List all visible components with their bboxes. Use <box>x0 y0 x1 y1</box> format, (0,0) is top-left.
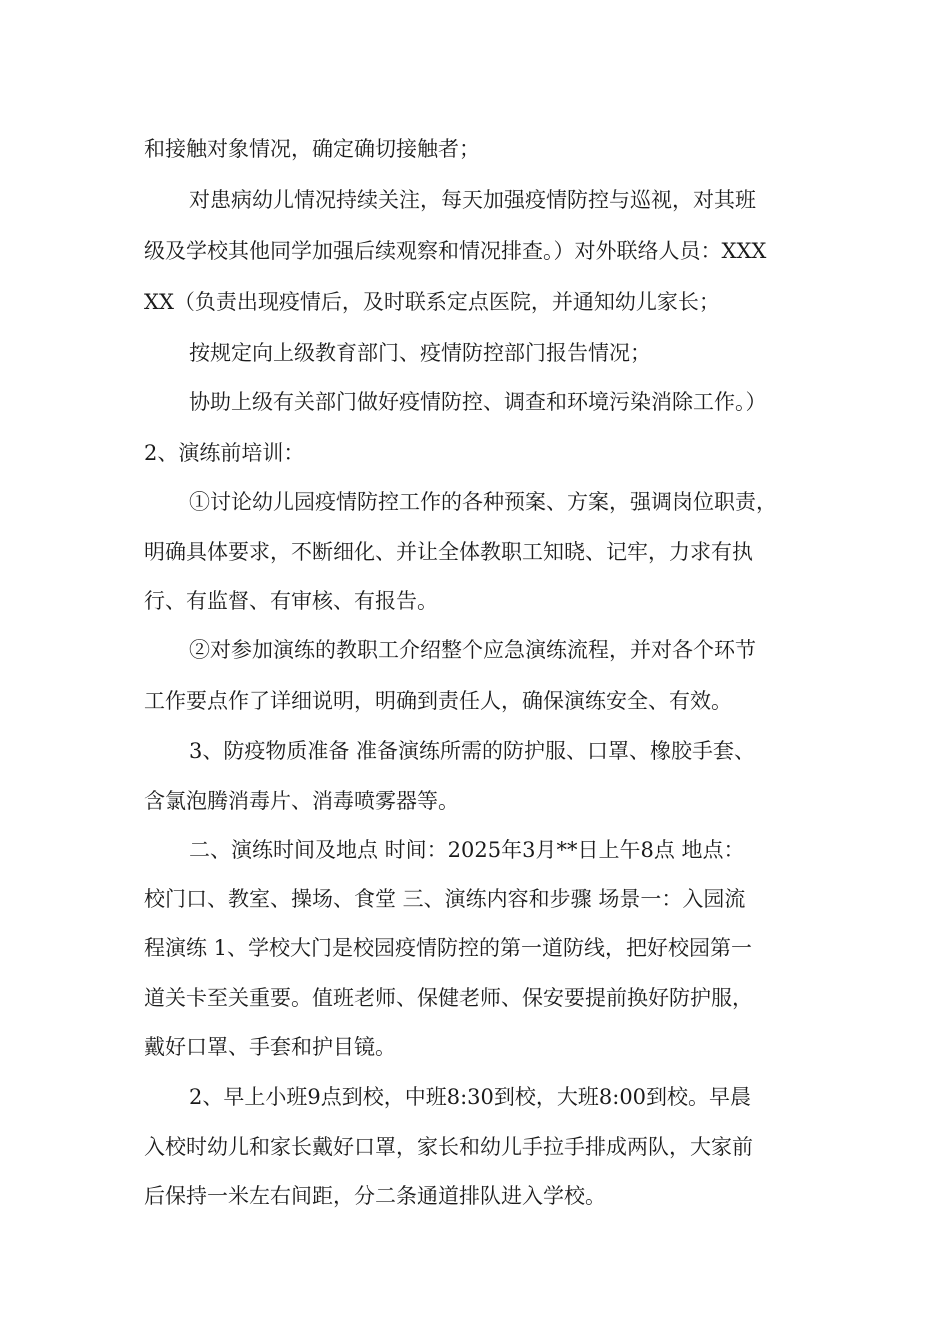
text-line: 按规定向上级教育部门、疫情防控部门报告情况； <box>189 341 651 365</box>
text-line: 对患病幼儿情况持续关注，每天加强疫情防控与巡视，对其班 <box>189 188 756 212</box>
text-line: 协助上级有关部门做好疫情防控、调查和环境污染消除工作。） <box>189 390 767 414</box>
text-line: 后保持一米左右间距，分二条通道排队进入学校。 <box>144 1184 606 1208</box>
text-line: ①讨论幼儿园疫情防控工作的各种预案、方案，强调岗位职责， <box>189 490 777 514</box>
text-line: 校门口、教室、操场、食堂 三、演练内容和步骤 场景一：入园流 <box>144 887 746 911</box>
text-line: 和接触对象情况，确定确切接触者； <box>144 137 480 161</box>
text-line: 行、有监督、有审核、有报告。 <box>144 589 438 613</box>
text-line: 含氯泡腾消毒片、消毒喷雾器等。 <box>144 789 459 813</box>
text-line: 入校时幼儿和家长戴好口罩，家长和幼儿手拉手排成两队，大家前 <box>144 1135 753 1159</box>
text-line: XX（负责出现疫情后，及时联系定点医院，并通知幼儿家长； <box>144 290 720 314</box>
text-line: 3、防疫物质准备 准备演练所需的防护服、口罩、橡胶手套、 <box>189 739 756 763</box>
text-line: 2、演练前培训： <box>144 441 305 465</box>
text-line: 二、演练时间及地点 时间：2025年3月**日上午8点 地点： <box>189 838 745 862</box>
text-line: 工作要点作了详细说明，明确到责任人，确保演练安全、有效。 <box>144 689 732 713</box>
text-line: 级及学校其他同学加强后续观察和情况排查。）对外联络人员：XXX <box>144 239 767 263</box>
text-line: 明确具体要求，不断细化、并让全体教职工知晓、记牢，力求有执 <box>144 540 753 564</box>
text-line: 2、早上小班9点到校，中班8:30到校，大班8:00到校。早晨 <box>189 1085 752 1109</box>
text-line: 程演练 1、学校大门是校园疫情防控的第一道防线，把好校园第一 <box>144 936 753 960</box>
text-line: 道关卡至关重要。值班老师、保健老师、保安要提前换好防护服， <box>144 986 753 1010</box>
text-line: ②对参加演练的教职工介绍整个应急演练流程，并对各个环节 <box>189 638 756 662</box>
text-line: 戴好口罩、手套和护目镜。 <box>144 1035 396 1059</box>
